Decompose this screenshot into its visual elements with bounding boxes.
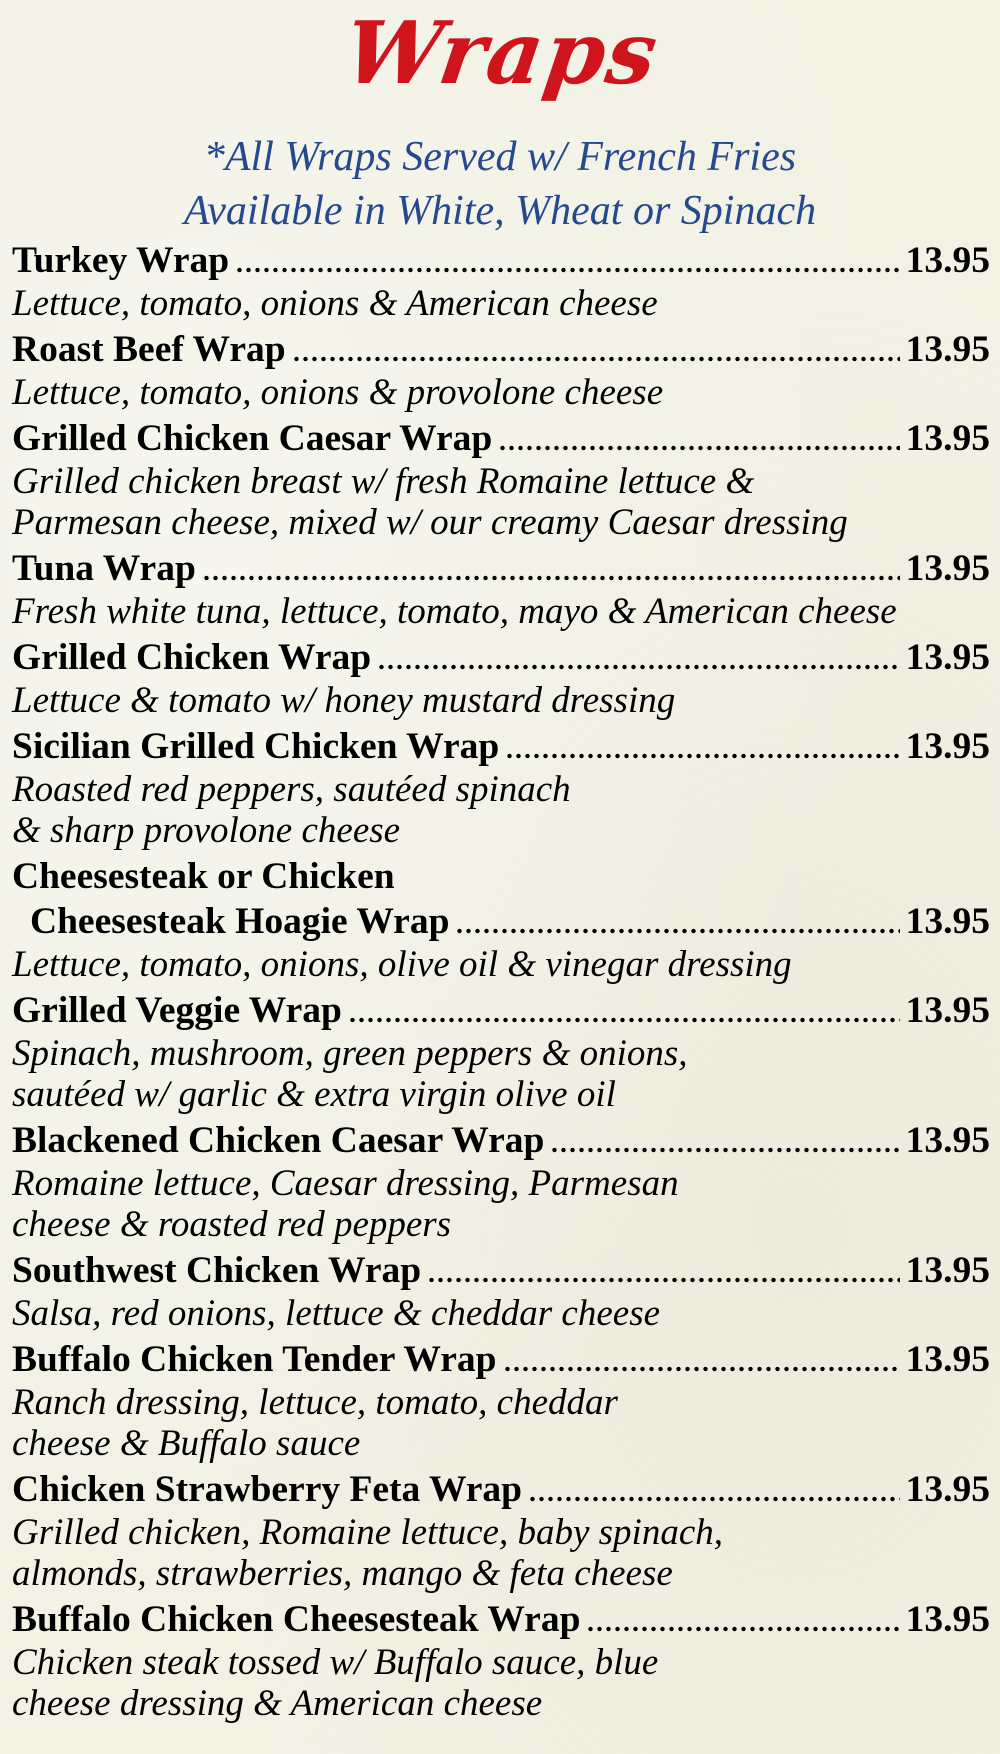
menu-item-price: 13.95 bbox=[905, 901, 990, 942]
dot-leader bbox=[455, 927, 899, 935]
menu-item-description: cheese & roasted red peppers bbox=[12, 1204, 452, 1245]
menu-item-description: Lettuce, tomato, onions & provolone cheese bbox=[12, 372, 664, 413]
dot-leader bbox=[528, 1495, 900, 1503]
menu-item-row bbox=[12, 1597, 990, 1642]
menu-item-name: Grilled Chicken Caesar Wrap bbox=[12, 418, 493, 459]
dot-leader bbox=[377, 663, 900, 671]
menu-item-name: Tuna Wrap bbox=[12, 548, 196, 589]
menu-item-price: 13.95 bbox=[905, 637, 990, 678]
dot-leader bbox=[498, 444, 899, 452]
menu-item bbox=[12, 854, 990, 985]
menu-item-name: Grilled Chicken Wrap bbox=[12, 637, 372, 678]
menu-item-price: 13.95 bbox=[905, 1599, 990, 1640]
menu-item bbox=[12, 1337, 990, 1464]
menu-item bbox=[12, 635, 990, 721]
subtitle-bread-options: Available in White, Wheat or Spinach bbox=[183, 188, 817, 234]
menu-item-price: 13.95 bbox=[905, 990, 990, 1031]
menu-item-description: Grilled chicken breast w/ fresh Romaine lettuce & bbox=[12, 461, 755, 502]
menu-item bbox=[12, 724, 990, 851]
menu-item-name: Chicken Strawberry Feta Wrap bbox=[12, 1469, 523, 1510]
menu-item-description: almonds, strawberries, mango & feta cheese bbox=[12, 1553, 673, 1594]
menu-item bbox=[12, 327, 990, 413]
menu-item bbox=[12, 546, 990, 632]
menu-item-name: Southwest Chicken Wrap bbox=[12, 1250, 422, 1291]
menu-item-description: cheese & Buffalo sauce bbox=[12, 1423, 361, 1464]
menu-item bbox=[12, 1467, 990, 1594]
dot-leader bbox=[586, 1625, 899, 1633]
menu-item-name: Buffalo Chicken Cheesesteak Wrap bbox=[12, 1599, 581, 1640]
menu-item-row bbox=[12, 327, 990, 372]
menu-item-name: Blackened Chicken Caesar Wrap bbox=[12, 1120, 545, 1161]
menu-item-row bbox=[12, 1248, 990, 1293]
menu-item-price: 13.95 bbox=[905, 1250, 990, 1291]
menu-item-row bbox=[12, 635, 990, 680]
menu-item-price: 13.95 bbox=[905, 418, 990, 459]
menu-item-row bbox=[12, 988, 990, 1033]
menu-item-price: 13.95 bbox=[905, 1339, 990, 1380]
menu-item-price: 13.95 bbox=[905, 548, 990, 589]
menu-item-description: Salsa, red onions, lettuce & cheddar cheese bbox=[12, 1293, 661, 1334]
menu-item-row bbox=[12, 1337, 990, 1382]
menu-item bbox=[12, 238, 990, 324]
dot-leader bbox=[505, 752, 899, 760]
dot-leader bbox=[292, 355, 900, 363]
menu-item-name: Roast Beef Wrap bbox=[12, 329, 286, 370]
menu-item-price: 13.95 bbox=[905, 1469, 990, 1510]
menu-item-price: 13.95 bbox=[905, 726, 990, 767]
menu-item-description: Fresh white tuna, lettuce, tomato, mayo & American cheese bbox=[12, 591, 897, 632]
menu-item-description: Parmesan cheese, mixed w/ our creamy Caesar dressing bbox=[12, 502, 848, 543]
menu-item bbox=[12, 988, 990, 1115]
menu-item-name: Buffalo Chicken Tender Wrap bbox=[12, 1339, 497, 1380]
dot-leader bbox=[348, 1016, 900, 1024]
menu-item bbox=[12, 1597, 990, 1724]
menu-item-row bbox=[12, 416, 990, 461]
menu-item-description: Lettuce, tomato, onions, olive oil & vinegar dressing bbox=[12, 944, 792, 985]
menu-item-row bbox=[12, 899, 990, 944]
menu-item-list bbox=[12, 238, 990, 1727]
menu-item-description: Chicken steak tossed w/ Buffalo sauce, blue bbox=[12, 1642, 659, 1683]
menu-item-row bbox=[12, 724, 990, 769]
menu-item-row bbox=[12, 1118, 990, 1163]
menu-item-description: Lettuce, tomato, onions & American cheese bbox=[12, 283, 658, 324]
menu-item-description: Ranch dressing, lettuce, tomato, cheddar bbox=[12, 1382, 618, 1423]
dot-leader bbox=[235, 266, 900, 274]
menu-item bbox=[12, 416, 990, 543]
menu-item-row bbox=[12, 238, 990, 283]
menu-item-row bbox=[12, 546, 990, 591]
menu-item-name-prefix: Cheesesteak or Chicken bbox=[12, 856, 395, 897]
menu-item-description: cheese dressing & American cheese bbox=[12, 1683, 543, 1724]
menu-item-description: Spinach, mushroom, green peppers & onions, bbox=[12, 1033, 688, 1074]
menu-item-description: Romaine lettuce, Caesar dressing, Parmesan bbox=[12, 1163, 679, 1204]
menu-item-price: 13.95 bbox=[905, 240, 990, 281]
menu-item-name: Cheesesteak Hoagie Wrap bbox=[30, 901, 450, 942]
dot-leader bbox=[427, 1276, 900, 1284]
subtitle-fries: *All Wraps Served w/ French Fries bbox=[203, 134, 797, 180]
menu-item-price: 13.95 bbox=[905, 329, 990, 370]
menu-item-price: 13.95 bbox=[905, 1120, 990, 1161]
menu-item-description: & sharp provolone cheese bbox=[12, 810, 401, 851]
menu-item-description: Grilled chicken, Romaine lettuce, baby spinach, bbox=[12, 1512, 724, 1553]
dot-leader bbox=[550, 1146, 899, 1154]
menu-item-description: Lettuce & tomato w/ honey mustard dressing bbox=[12, 680, 676, 721]
menu-item-name: Grilled Veggie Wrap bbox=[12, 990, 342, 1031]
menu-item-row bbox=[12, 1467, 990, 1512]
menu-item-description: Roasted red peppers, sautéed spinach bbox=[12, 769, 571, 810]
dot-leader bbox=[202, 574, 900, 582]
menu-title: Wraps bbox=[338, 3, 665, 104]
menu-item-description: sautéed w/ garlic & extra virgin olive oil bbox=[12, 1074, 616, 1115]
menu-item bbox=[12, 1118, 990, 1245]
menu-item bbox=[12, 1248, 990, 1334]
menu-item-name: Sicilian Grilled Chicken Wrap bbox=[12, 726, 500, 767]
menu-item-name: Turkey Wrap bbox=[12, 240, 230, 281]
dot-leader bbox=[503, 1365, 900, 1373]
